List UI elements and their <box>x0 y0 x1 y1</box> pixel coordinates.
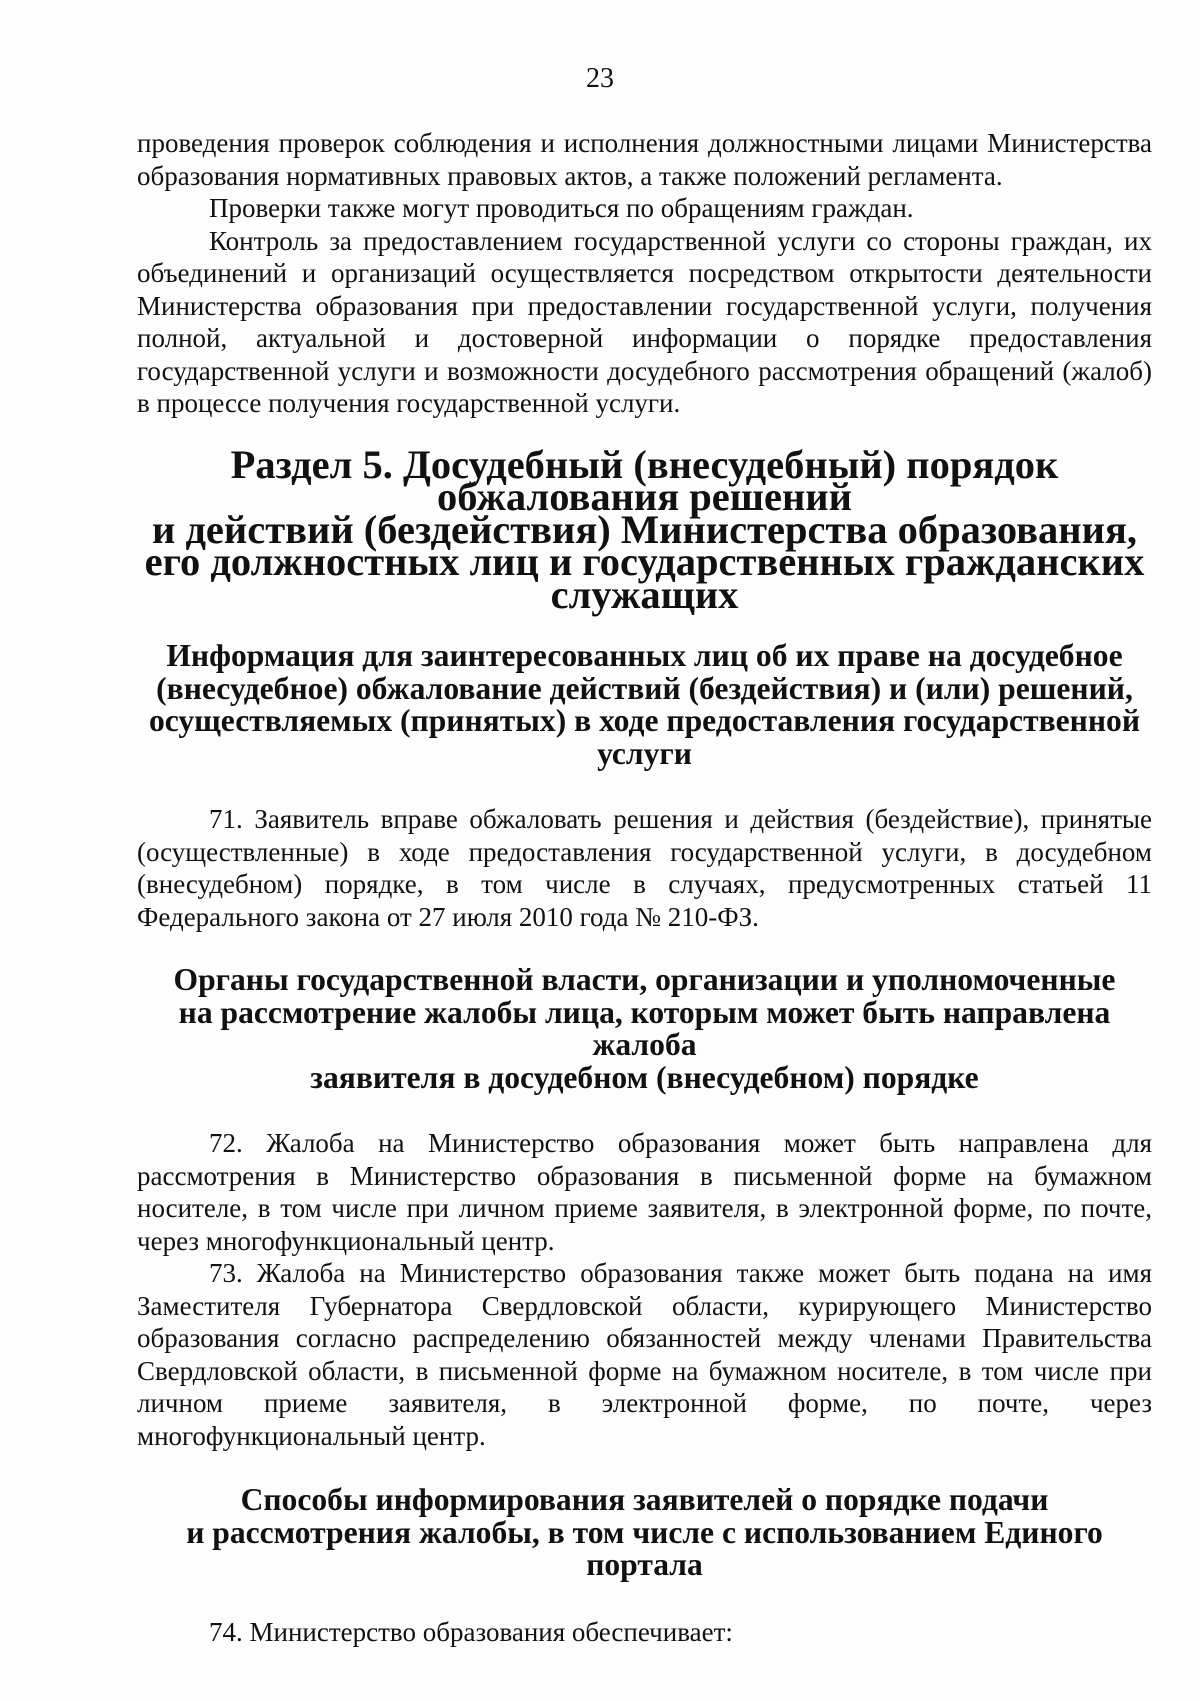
heading-line: Способы информирования заявителей о порядке подачи <box>240 1482 1049 1517</box>
paragraph-continuation: проведения проверок соблюдения и исполнения должностными лицами Министерства образования нормативных правовых актов, а также положений регламента. <box>137 128 1152 191</box>
paragraph-72: 72. Жалоба на Министерство образования может быть направлена для рассмотрения в Министерство образования в письменной форме на бумажном носителе, в том числе при личном приеме заявителя, в электронной форме, по почте, через многофункциональный центр. <box>137 1128 1152 1256</box>
document-body <box>137 127 1152 1648</box>
methods-subheading <box>137 1484 1152 1582</box>
page-number: 23 <box>586 63 614 94</box>
heading-line: на рассмотрение жалобы лица, которым может быть направлена жалоба <box>178 994 1111 1062</box>
heading-line: (внесудебное) обжалование действий (бездействия) и (или) решений, <box>156 670 1133 706</box>
heading-line: осуществляемых (принятых) в ходе предоставления государственной услуги <box>148 703 1141 771</box>
section-5-heading <box>137 441 1152 617</box>
heading-line: и рассмотрения жалобы, в том числе с использованием Единого портала <box>186 1514 1103 1582</box>
heading-line: Раздел 5. Досудебный (внесудебный) порядок обжалования решений <box>230 441 1059 519</box>
paragraph-control: Контроль за предоставлением государственной услуги со стороны граждан, их объединений и организаций осуществляется посредством открытости деятельности Министерства образования при предоставлении государственной услуги, получения полной, актуальной и достоверной информации о порядке предоставления государственной услуги и возможности досудебного рассмотрения обращений (жалоб) в процессе получения государственной услуги. <box>137 225 1152 418</box>
heading-line: его должностных лиц и государственных гражданских служащих <box>144 539 1145 617</box>
heading-line: Информация для заинтересованных лиц об их праве на досудебное <box>166 638 1123 673</box>
paragraph-74: 74. Министерство образования обеспечивает: <box>209 1616 733 1647</box>
heading-line: Органы государственной власти, организации и уполномоченные <box>173 962 1116 997</box>
paragraph-71: 71. Заявитель вправе обжаловать решения и действия (бездействие), принятые (осуществленные) в ходе предоставления государственной услуги, в досудебном (внесудебном) порядке, в том числе в случаях, предусмотренных статьей 11 Федерального закона от 27 июля 2010 года № 210-ФЗ. <box>137 804 1152 932</box>
info-subheading <box>137 640 1152 770</box>
paragraph-inspections: Проверки также могут проводиться по обращениям граждан. <box>209 193 914 223</box>
paragraph-73: 73. Жалоба на Министерство образования также может быть подана на имя Заместителя Губернатора Свердловской области, курирующего Министерство образования согласно распределению обязанностей между членами Правительства Свердловской области, в письменной форме на бумажном носителе, в том числе при личном приеме заявителя, в электронной форме, по почте, через многофункциональный центр. <box>137 1258 1152 1451</box>
heading-line: заявителя в досудебном (внесудебном) порядке <box>310 1059 979 1095</box>
heading-line: и действий (бездействия) Министерства образования, <box>151 506 1137 552</box>
organs-subheading <box>137 964 1152 1094</box>
